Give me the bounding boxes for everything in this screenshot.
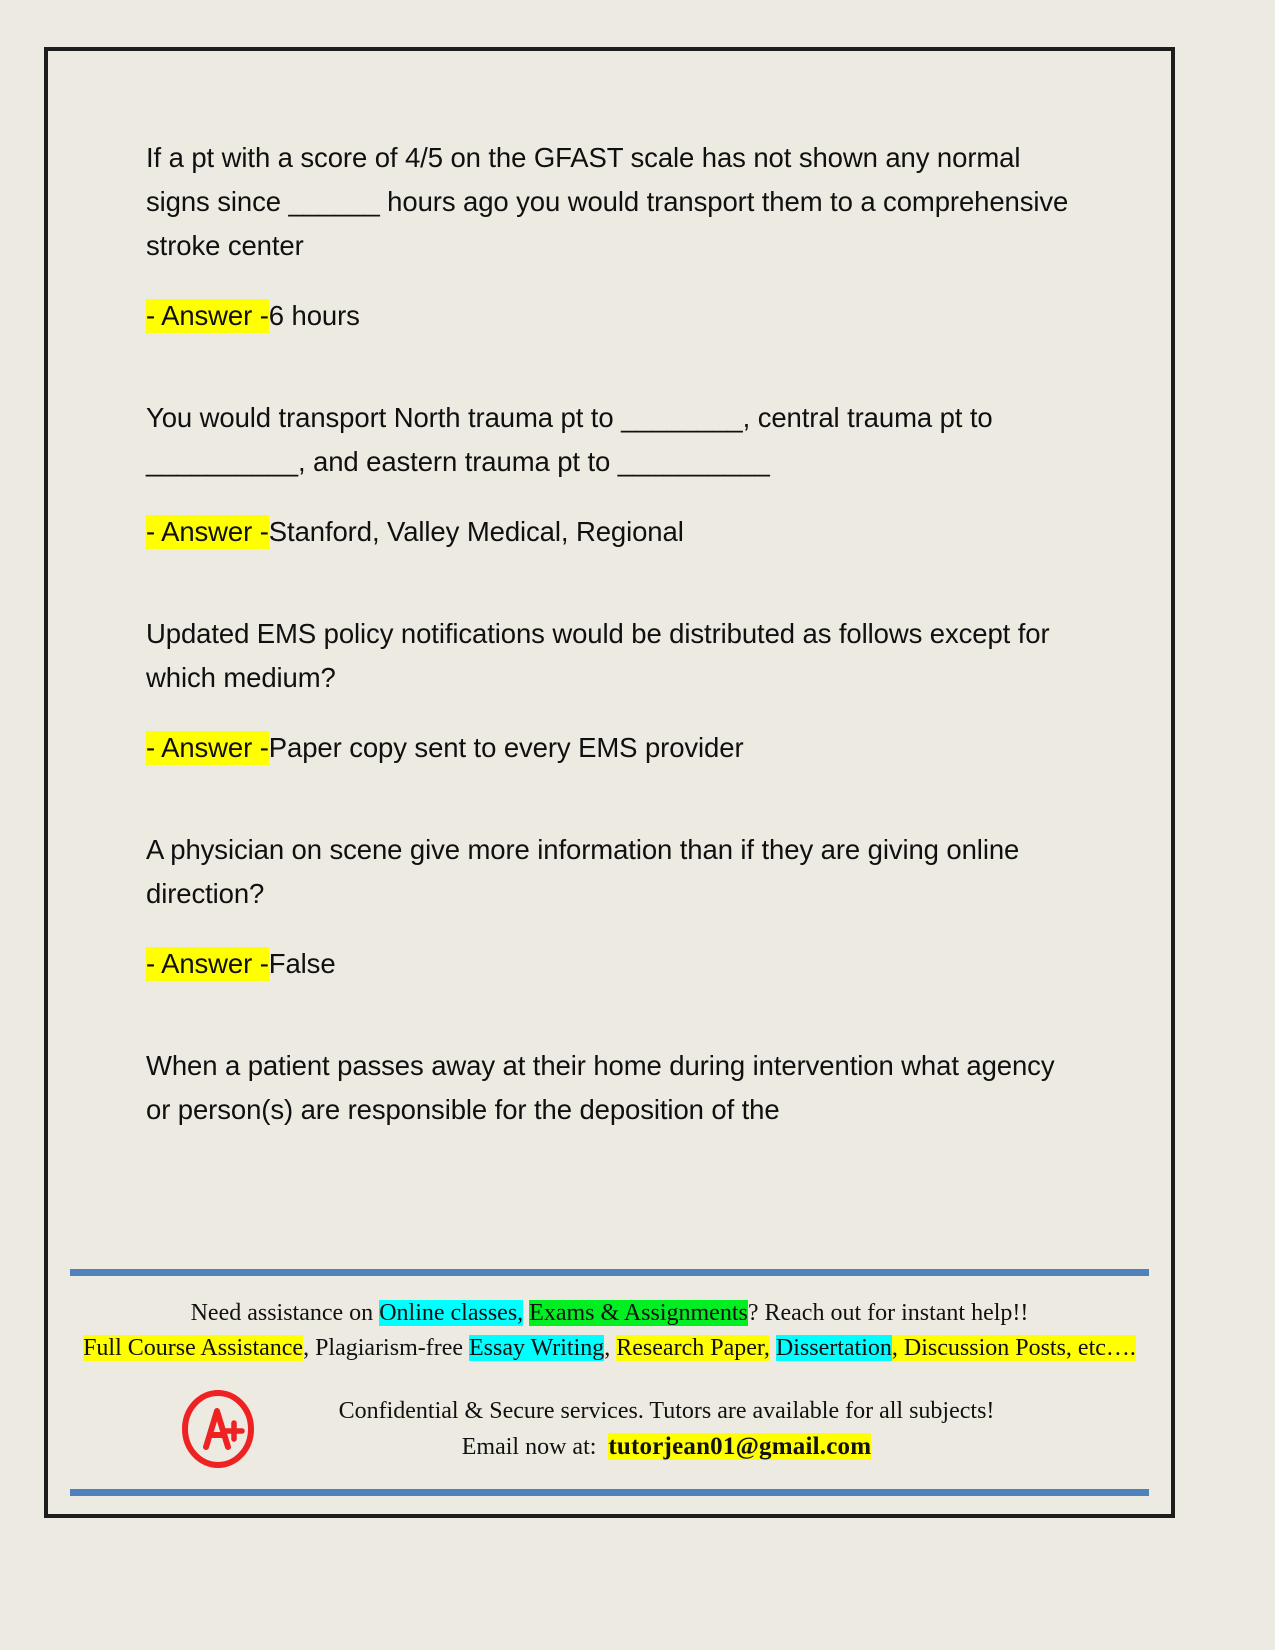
promo-text	[70, 1296, 1149, 1365]
qa-block	[146, 828, 1086, 984]
email-label: Email now at:	[461, 1434, 597, 1460]
page-footer	[70, 1269, 1149, 1496]
promo-line-1	[70, 1296, 1149, 1330]
answer-tag: - Answer -	[146, 732, 269, 763]
promo-seg-plagiarism-free: , Plagiarism-free	[303, 1335, 470, 1361]
answer-text: Stanford, Valley Medical, Regional	[268, 516, 684, 547]
footer-divider-top	[70, 1269, 1149, 1276]
answer-line	[146, 296, 1086, 336]
question-text: When a patient passes away at their home during intervention what agency or person(s) are responsible for the deposition of the	[146, 1050, 1055, 1125]
qa-block	[146, 396, 1086, 552]
promo-seg-exams-assignments: Exams & Assignments	[529, 1300, 748, 1326]
contact-block	[274, 1393, 1149, 1465]
answer-text: Paper copy sent to every EMS provider	[268, 732, 744, 763]
promo-seg-outro: ? Reach out for instant help!!	[747, 1300, 1029, 1326]
promo-seg-online-classes: Online classes,	[379, 1300, 524, 1326]
footer-bottom-row	[70, 1387, 1149, 1471]
answer-text: False	[268, 948, 336, 979]
document-body	[146, 136, 1086, 1160]
qa-block	[146, 612, 1086, 768]
qa-block	[146, 1044, 1086, 1132]
promo-seg-comma-1: ,	[604, 1335, 617, 1361]
promo-seg-full-course: Full Course Assistance	[83, 1335, 304, 1361]
promo-seg-space-2	[770, 1335, 776, 1361]
question-text: Updated EMS policy notifications would be distributed as follows except for which medium?	[146, 618, 1050, 693]
question-text: A physician on scene give more information than if they are giving online direction?	[146, 834, 1020, 909]
answer-text: 6 hours	[268, 300, 360, 331]
promo-seg-essay-writing: Essay Writing	[469, 1335, 605, 1361]
a-plus-grade-icon	[176, 1387, 260, 1471]
footer-divider-bottom	[70, 1489, 1149, 1496]
promo-seg-discussion-posts: , Discussion Posts, etc….	[891, 1335, 1136, 1361]
document-page	[44, 47, 1175, 1518]
email-address[interactable]: tutorjean01@gmail.com	[608, 1433, 872, 1460]
answer-tag: - Answer -	[146, 300, 269, 331]
promo-seg-dissertation: Dissertation	[775, 1335, 892, 1361]
promo-line-2	[70, 1331, 1149, 1365]
question-text: If a pt with a score of 4/5 on the GFAST scale has not shown any normal signs since ______ hours ago you would transport them to a comprehensive stroke center	[146, 142, 1069, 261]
answer-line	[146, 728, 1086, 768]
answer-tag: - Answer -	[146, 948, 269, 979]
email-row	[274, 1429, 1059, 1465]
confidential-line: Confidential & Secure services. Tutors are available for all subjects!	[338, 1398, 995, 1424]
qa-block	[146, 136, 1086, 336]
promo-seg-intro: Need assistance on	[190, 1300, 380, 1326]
answer-line	[146, 512, 1086, 552]
answer-line	[146, 944, 1086, 984]
promo-seg-research-paper: Research Paper,	[616, 1335, 770, 1361]
answer-tag: - Answer -	[146, 516, 269, 547]
question-text: You would transport North trauma pt to ________, central trauma pt to __________, and eastern trauma pt to __________	[146, 402, 993, 477]
